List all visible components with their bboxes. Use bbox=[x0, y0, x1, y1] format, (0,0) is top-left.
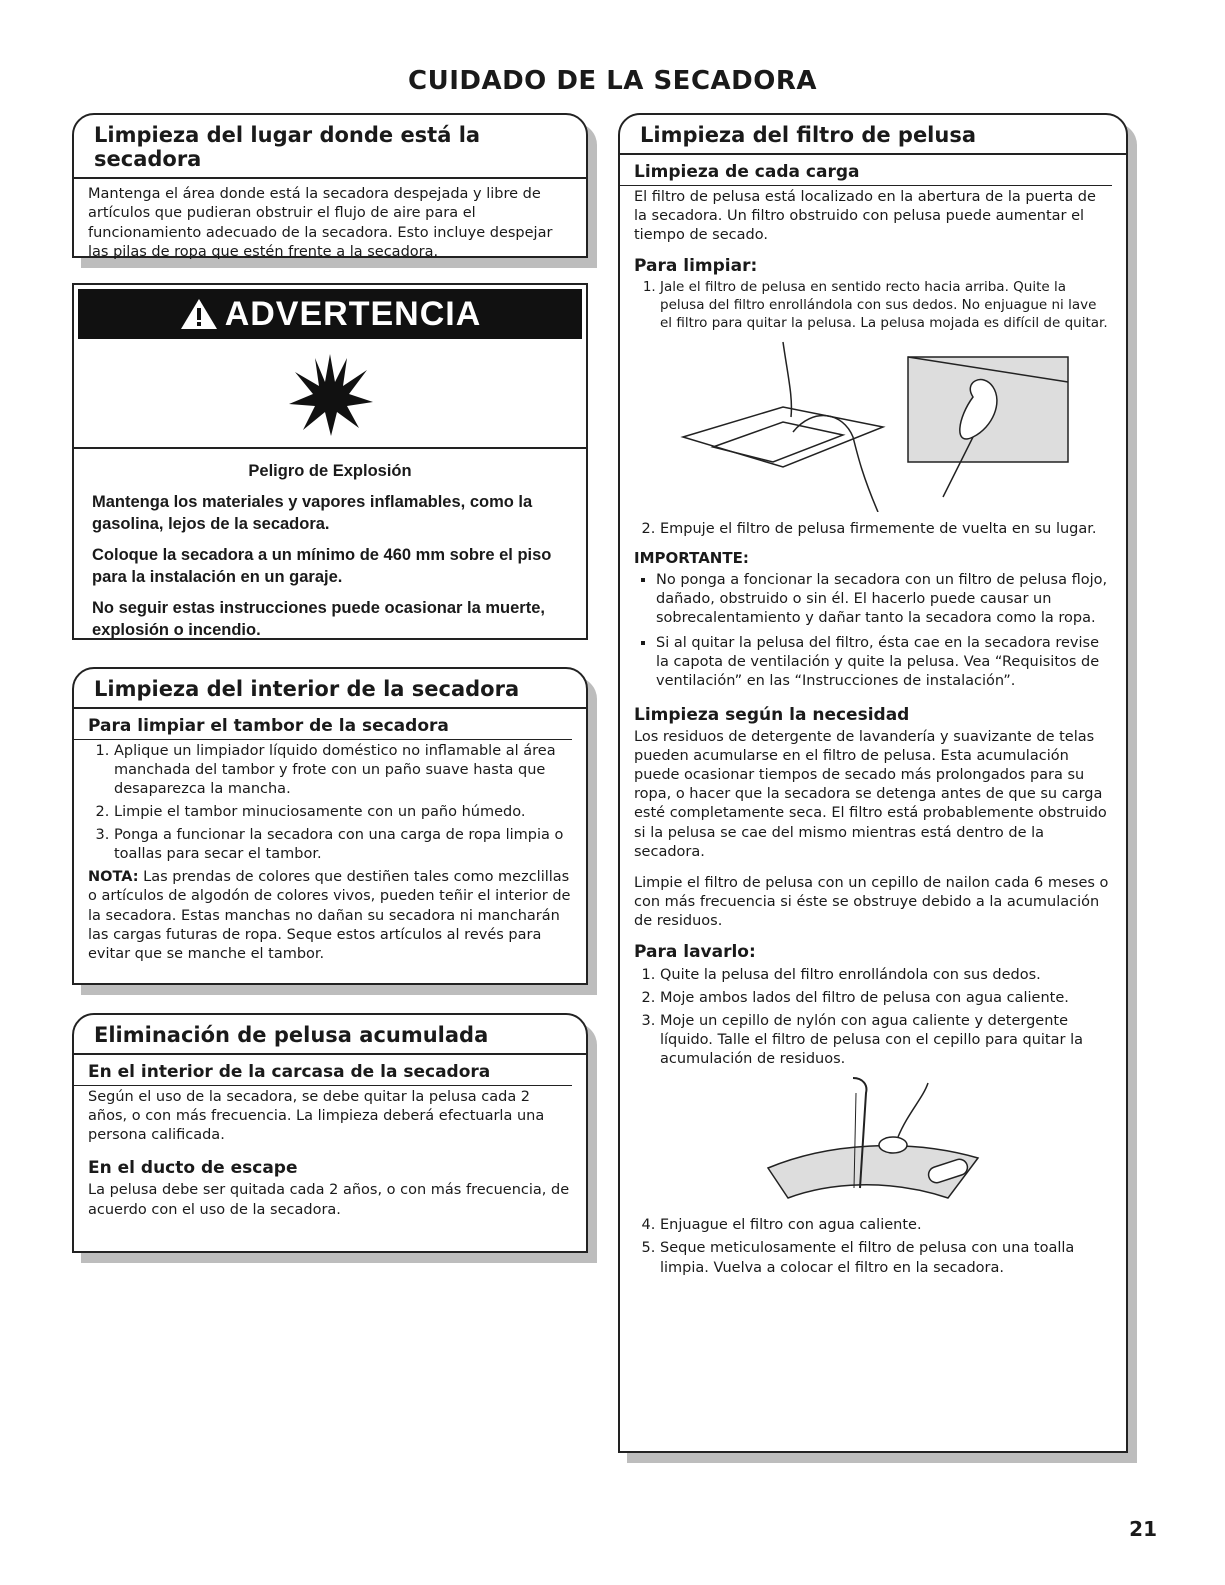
lavar-step: 2. Moje ambos lados del filtro de pelusa con agua caliente. bbox=[660, 989, 1112, 1008]
section-lugar-title: Limpieza del lugar donde está la secadora bbox=[74, 115, 586, 179]
interior-step: 2. Limpie el tambor minuciosamente con un paño húmedo. bbox=[114, 803, 572, 822]
section-filtro-title: Limpieza del filtro de pelusa bbox=[620, 115, 1126, 155]
interior-step: 3. Ponga a funcionar la secadora con una carga de ropa limpia o toallas para secar el tambor. bbox=[114, 826, 572, 864]
carcasa-subtitle: En el interior de la carcasa de la secadora bbox=[74, 1061, 572, 1085]
note-text: Las prendas de colores que destiñen tales como mezclillas o artículos de algodón de colores vivos, pueden teñir el interior de la secadora. Estas manchas no dañan su secadora ni mancharán las cargas futuras de ropa. Seque estos artículos al revés para evitar que se manche el tambor. bbox=[88, 869, 571, 962]
section-interior-subtitle: Para limpiar el tambor de la secadora bbox=[74, 715, 572, 739]
section-interior bbox=[72, 667, 588, 985]
warning-line: No seguir estas instrucciones puede ocasionar la muerte, explosión o incendio. bbox=[92, 599, 545, 639]
lint-filter-removal-illustration bbox=[673, 337, 1073, 512]
warning-box bbox=[72, 283, 588, 640]
ducto-subtitle: En el ducto de escape bbox=[88, 1157, 298, 1178]
lavarlo-subtitle: Para lavarlo: bbox=[634, 942, 756, 963]
para-limpiar-subtitle: Para limpiar: bbox=[634, 255, 758, 276]
importante-item: ▪ No ponga a foncionar la secadora con un filtro de pelusa flojo, dañado, obstruido o sin él. El hacerlo puede causar un sobrecalentamiento y dañar tanto la secadora como la ropa. bbox=[656, 571, 1112, 628]
ducto-text: La pelusa debe ser quitada cada 2 años, o con más frecuencia, de acuerdo con el uso de la secadora. bbox=[88, 1182, 570, 1218]
explosion-icon bbox=[285, 352, 375, 438]
lavar-step: 5. Seque meticulosamente el filtro de pelusa con una toalla limpia. Vuelva a colocar el filtro en la secadora. bbox=[660, 1239, 1112, 1277]
warning-hazard: Peligro de Explosión bbox=[248, 462, 412, 480]
importante-item: ▪ Si al quitar la pelusa del filtro, ésta cae en la secadora revise la capota de ventilación y quite la pelusa. Vea “Requisitos de ventilación” en las “Instrucciones de instalación”. bbox=[656, 634, 1112, 691]
limpiar-step: 2. Empuje el filtro de pelusa firmemente de vuelta en su lugar. bbox=[660, 520, 1112, 539]
warning-line: Mantenga los materiales y vapores inflamables, como la gasolina, lejos de la secadora. bbox=[92, 493, 533, 533]
section-pelusa-acumulada bbox=[72, 1013, 588, 1253]
section-lugar-text: Mantenga el área donde está la secadora despejada y libre de artículos que pudieran obstruir el flujo de aire para el funcionamiento adecuado de la secadora. Esto incluye despejar las pilas de ropa que estén frente a la secadora. bbox=[88, 186, 553, 260]
carcasa-text: Según el uso de la secadora, se debe quitar la pelusa cada 2 años, o con más frecuencia. La limpieza deberá efectuarla una persona calificada. bbox=[88, 1088, 545, 1143]
necesidad-text: Limpie el filtro de pelusa con un cepillo de nailon cada 6 meses o con más frecuencia si éste se obstruye debido a la acumulación de residuos. bbox=[634, 874, 1109, 930]
interior-step: 1. Aplique un limpiador líquido doméstico no inflamable al área manchada del tambor y frote con un paño suave hasta que desaparezca la mancha. bbox=[114, 742, 572, 799]
interior-note bbox=[88, 868, 572, 964]
importante-label: IMPORTANTE: bbox=[634, 548, 749, 567]
warning-triangle-icon bbox=[179, 297, 219, 331]
page-title: CUIDADO DE LA SECADORA bbox=[408, 66, 817, 96]
warning-line: Coloque la secadora a un mínimo de 460 mm sobre el piso para la instalación en un garaje. bbox=[92, 546, 552, 586]
limpiar-step: 1. Jale el filtro de pelusa en sentido recto hacia arriba. Quite la pelusa del filtro enrollándola con sus dedos. No enjuague ni lave el filtro para quitar la pelusa. La pelusa mojada es difícil de quitar. bbox=[660, 279, 1112, 332]
lint-filter-washing-illustration bbox=[748, 1073, 998, 1208]
section-interior-title: Limpieza del interior de la secadora bbox=[74, 669, 586, 709]
note-label: NOTA: bbox=[88, 869, 139, 886]
cada-carga-text: El filtro de pelusa está localizado en la abertura de la puerta de la secadora. Un filtro obstruido con pelusa puede aumentar el tiempo de secado. bbox=[634, 188, 1096, 243]
lavar-step: 1. Quite la pelusa del filtro enrollándola con sus dedos. bbox=[660, 966, 1112, 985]
section-lugar bbox=[72, 113, 588, 258]
necesidad-subtitle: Limpieza según la necesidad bbox=[634, 704, 910, 725]
lavar-step: 4. Enjuague el filtro con agua caliente. bbox=[660, 1216, 1112, 1235]
necesidad-text: Los residuos de detergente de lavandería y suavizante de telas pueden acumularse en el filtro de pelusa. Esta acumulación puede ocasionar tiempos de secado más prolongados para su ropa, o hacer que la secadora se detenga antes de que su carga esté completamente seca. El filtro está probablemente obstruido si la pelusa se cae del mismo mientras está dentro de la secadora. bbox=[634, 728, 1107, 860]
cada-carga-subtitle: Limpieza de cada carga bbox=[620, 161, 1112, 185]
section-pelusa-acumulada-title: Eliminación de pelusa acumulada bbox=[74, 1015, 586, 1055]
lavar-step: 3. Moje un cepillo de nylón con agua caliente y detergente líquido. Talle el filtro de pelusa con el cepillo para quitar la acumulación de residuos. bbox=[660, 1012, 1112, 1069]
warning-header bbox=[78, 289, 582, 339]
warning-header-text: ADVERTENCIA bbox=[224, 294, 482, 333]
section-filtro bbox=[618, 113, 1128, 1453]
page-number: 21 bbox=[1129, 1517, 1157, 1541]
